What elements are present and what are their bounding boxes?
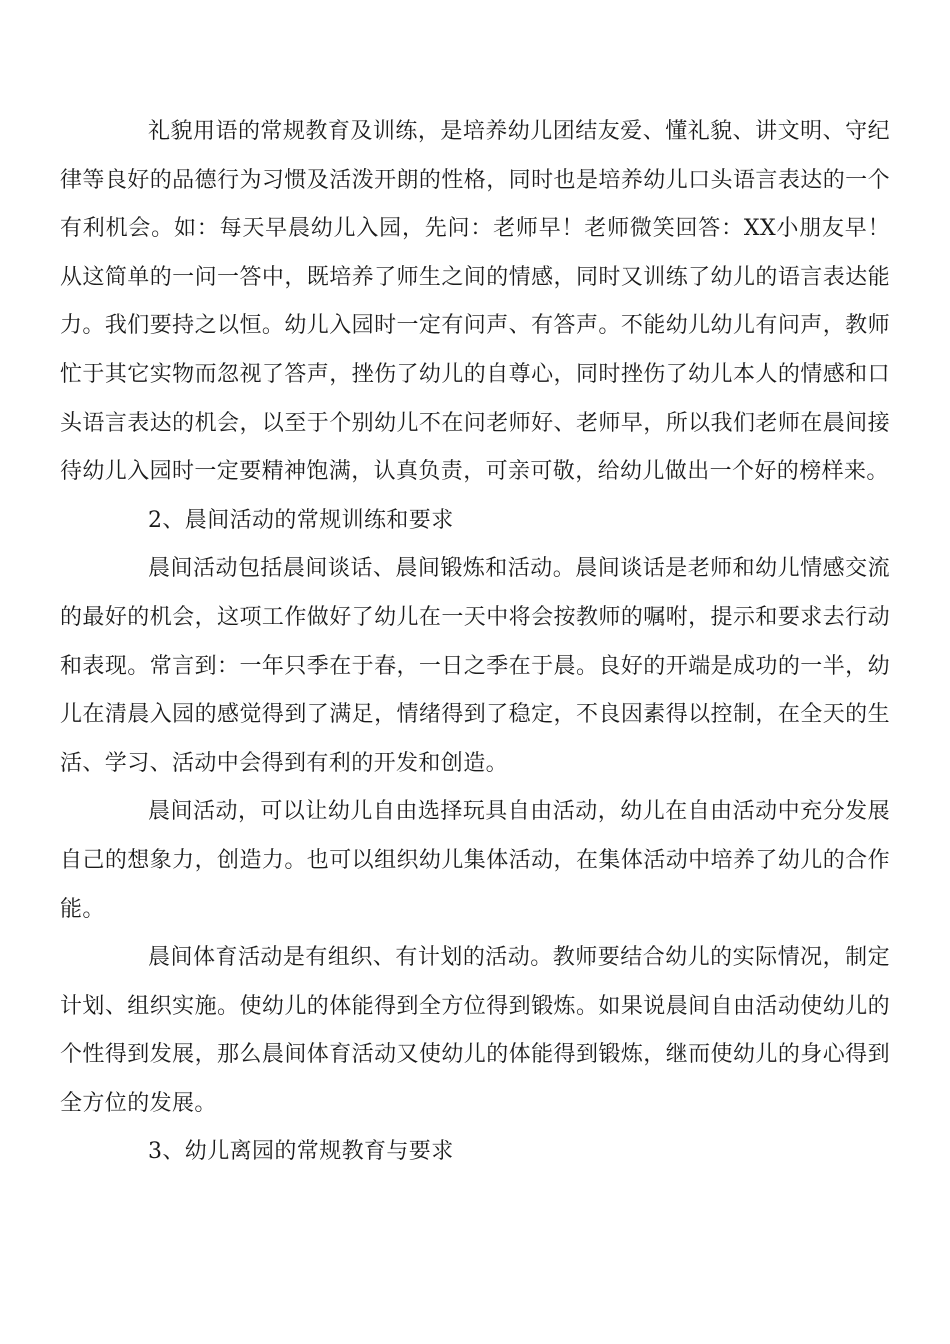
- paragraph-courtesy-language: 礼貌用语的常规教育及训练，是培养幼儿团结友爱、懂礼貌、讲文明、守纪律等良好的品德行为习惯及活泼开朗的性格，同时也是培养幼儿口头语言表达的一个有利机会。如：每天早晨幼儿入园，先问：老师早！老师微笑回答：XX小朋友早！从这简单的一问一答中，既培养了师生之间的情感，同时又训练了幼儿的语言表达能力。我们要持之以恒。幼儿入园时一定有问声、有答声。不能幼儿幼儿有问声，教师忙于其它实物而忽视了答声，挫伤了幼儿的自尊心，同时挫伤了幼儿本人的情感和口头语言表达的机会，以至于个别幼儿不在问老师好、老师早，所以我们老师在晨间接待幼儿入园时一定要精神饱满，认真负责，可亲可敬，给幼儿做出一个好的榜样来。: [60, 119, 890, 485]
- section-heading-departure: 3、幼儿离园的常规教育与要求: [148, 1139, 454, 1165]
- section-heading-morning-activities: 2、晨间活动的常规训练和要求: [148, 507, 454, 533]
- paragraph-morning-sports: 晨间体育活动是有组织、有计划的活动。教师要结合幼儿的实际情况，制定计划、组织实施。使幼儿的体能得到全方位得到锻炼。如果说晨间自由活动使幼儿的个性得到发展，那么晨间体育活动又使幼儿的体能得到锻炼，继而使幼儿的身心得到全方位的发展。: [60, 945, 890, 1116]
- paragraph-morning-activities-overview: 晨间活动包括晨间谈话、晨间锻炼和活动。晨间谈话是老师和幼儿情感交流的最好的机会，这项工作做好了幼儿在一天中将会按教师的嘱咐，提示和要求去行动和表现。常言到：一年只季在于春，一日之季在于晨。良好的开端是成功的一半，幼儿在清晨入园的感觉得到了满足，情绪得到了稳定，不良因素得以控制，在全天的生活、学习、活动中会得到有利的开发和创造。: [60, 556, 890, 776]
- paragraph-free-activities: 晨间活动，可以让幼儿自由选择玩具自由活动，幼儿在自由活动中充分发展自己的想象力，创造力。也可以组织幼儿集体活动，在集体活动中培养了幼儿的合作能。: [60, 799, 890, 922]
- document-body: [60, 108, 890, 1177]
